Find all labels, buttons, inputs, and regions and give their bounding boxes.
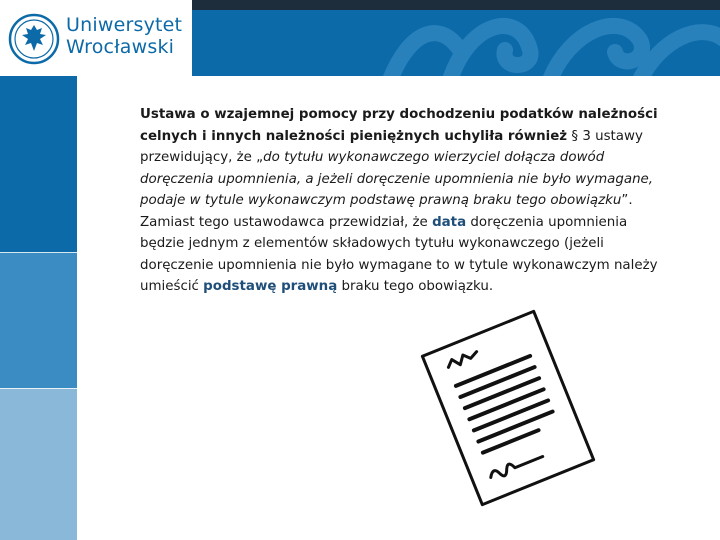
university-name [66, 14, 182, 58]
sidebar-block-light [0, 388, 77, 540]
paragraph-text: § 3 ustawy przewidujący, że „ [140, 128, 643, 165]
sidebar-block-medium [0, 252, 77, 388]
left-sidebar [0, 76, 77, 540]
signed-document-icon [408, 308, 608, 508]
paragraph-intro: Ustawa o wzajemnej pomocy przy dochodzeniu podatków należności celnych i innych należności pieniężnych uchyliła również [140, 107, 658, 144]
logo-line-1: Uniwersytet [66, 14, 183, 36]
paragraph-quote: do tytułu wykonawczego wierzyciel dołącza dowód doręczenia upomnienia, a jeżeli doręczenie upomnienia nie było wymagane, podaje w tytule wykonawczym podstawę prawną braku tego obowiązku [140, 150, 654, 208]
paragraph-text: doręczenia upomnienia będzie jednym z elementów składowych tytułu wykonawczego (jeżeli doręczenie upomnienia nie było wymagane to w tytule wykonawczym należy umieścić [140, 214, 658, 294]
sidebar-block-dark [0, 76, 77, 252]
main-text [140, 104, 662, 298]
body-paragraph [140, 104, 662, 298]
university-logo[interactable] [0, 0, 192, 76]
paragraph-text: ”. Zamiast tego ustawodawca przewidział, że [140, 193, 633, 230]
sidebar-divider [0, 388, 77, 389]
wave-pattern-icon [380, 10, 720, 76]
university-eagle-emblem-icon [8, 13, 60, 65]
highlight-term: podstawę prawną [203, 279, 338, 294]
paragraph-text: braku tego obowiązku. [337, 279, 494, 294]
header-dark-strip [192, 0, 720, 10]
sidebar-divider [0, 252, 77, 253]
logo-line-2: Wrocławski [66, 36, 175, 58]
highlight-term: data [432, 214, 467, 230]
